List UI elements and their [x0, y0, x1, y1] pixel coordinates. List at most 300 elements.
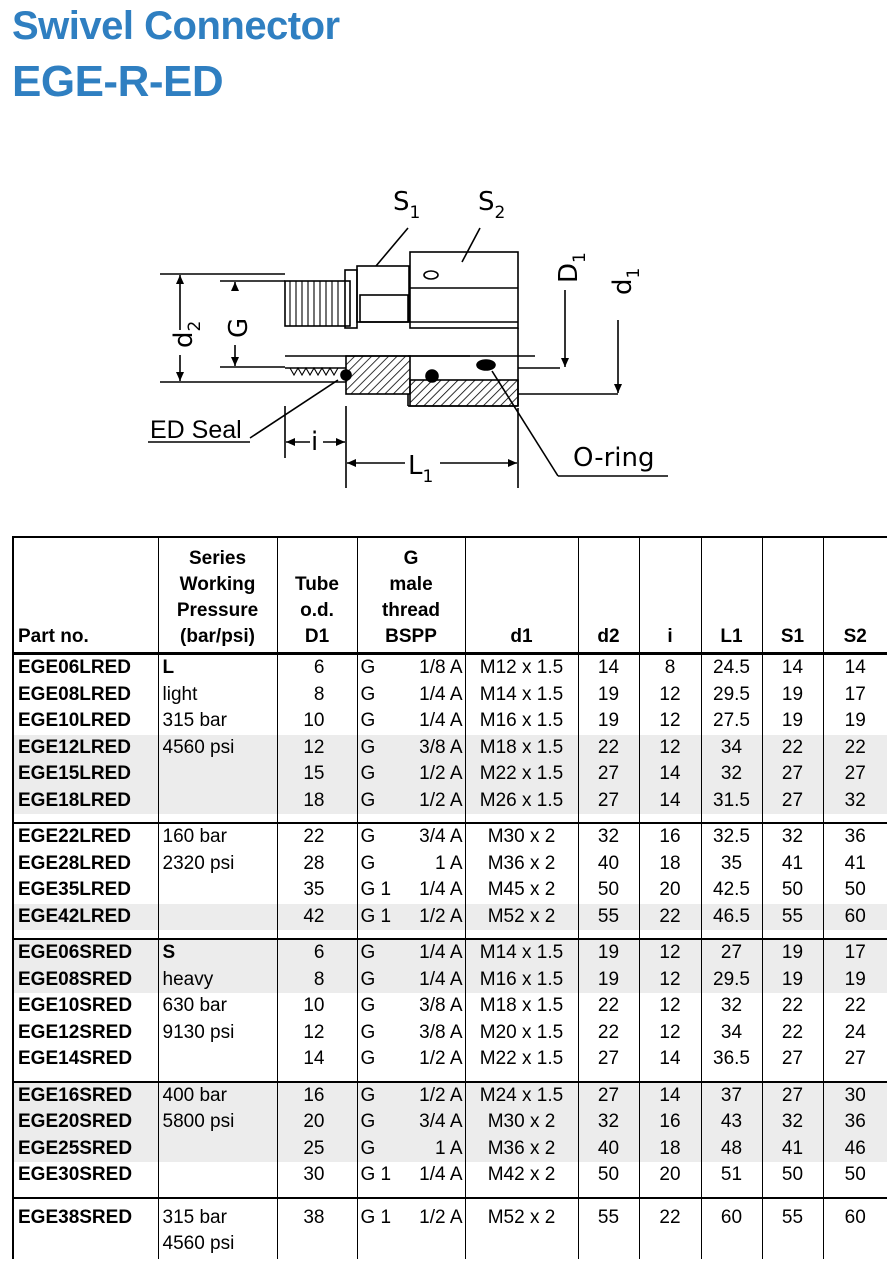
cell-tube-od: 6: [277, 939, 357, 967]
cell-S2: 60: [823, 904, 887, 931]
cell-d2: 32: [578, 823, 639, 851]
cell-tube-od: 8: [277, 682, 357, 709]
cell-i: 14: [639, 1082, 701, 1110]
cell-L1: 27: [701, 939, 762, 967]
cell-i: 20: [639, 877, 701, 904]
thread-prefix: G: [360, 710, 376, 732]
cell-d2: 22: [578, 993, 639, 1020]
cell-L1: 32: [701, 761, 762, 788]
separator-cell: [13, 814, 158, 823]
cell-d1: M24 x 1.5: [465, 1082, 578, 1110]
cell-tube-od: 20: [277, 1109, 357, 1136]
thread-size: 1/2 A: [419, 789, 463, 811]
thread-size: 1/4 A: [419, 683, 463, 705]
separator-cell: [465, 1073, 578, 1082]
thread-prefix: G: [360, 683, 376, 705]
series-text: 160 bar: [162, 826, 227, 848]
series-text: heavy: [162, 968, 214, 990]
cell-g-thread: [357, 1046, 465, 1073]
cell-d1: M36 x 2: [465, 1136, 578, 1163]
cell-S1: 19: [762, 939, 823, 967]
group-separator: [13, 814, 887, 823]
cell-series: [158, 904, 277, 931]
cell-i: 18: [639, 851, 701, 878]
cell-tube-od: 38: [277, 1198, 357, 1259]
separator-cell: [762, 814, 823, 823]
header-S2: S2: [823, 537, 887, 654]
separator-cell: [762, 930, 823, 939]
cell-S1: 19: [762, 682, 823, 709]
cell-d1: M14 x 1.5: [465, 939, 578, 967]
cell-d2: 19: [578, 682, 639, 709]
thread-prefix: G: [360, 1048, 376, 1070]
cell-tube-od: 6: [277, 654, 357, 682]
cell-series: [158, 1198, 277, 1259]
cell-g-thread: [357, 1082, 465, 1110]
cell-d1: M18 x 1.5: [465, 993, 578, 1020]
separator-cell: [823, 1189, 887, 1198]
thread-size: 3/8 A: [419, 1021, 463, 1043]
separator-cell: [13, 1073, 158, 1082]
series-text: 4560 psi: [162, 736, 235, 758]
cell-part-no: EGE42LRED: [13, 904, 158, 931]
cell-L1: 37: [701, 1082, 762, 1110]
cell-series: [158, 708, 277, 735]
cell-L1: 32.5: [701, 823, 762, 851]
cell-part-no: EGE38SRED: [13, 1198, 158, 1259]
cell-d1: M30 x 2: [465, 823, 578, 851]
cell-g-thread: [357, 1020, 465, 1047]
cell-series: [158, 761, 277, 788]
cell-g-thread: [357, 735, 465, 762]
cell-d1: M16 x 1.5: [465, 708, 578, 735]
cell-d2: 19: [578, 708, 639, 735]
cell-series: [158, 877, 277, 904]
thread-size: 1/2 A: [419, 1048, 463, 1070]
cell-i: 12: [639, 993, 701, 1020]
header-L1: L1: [701, 537, 762, 654]
separator-cell: [823, 1073, 887, 1082]
thread-prefix: G: [360, 1137, 376, 1159]
table-row: [13, 967, 887, 994]
cell-L1: 31.5: [701, 788, 762, 815]
cell-S1: 50: [762, 1162, 823, 1189]
table-row: [13, 939, 887, 967]
cell-d2: 32: [578, 1109, 639, 1136]
cell-d2: 27: [578, 1046, 639, 1073]
cell-S1: 41: [762, 851, 823, 878]
cell-d2: 22: [578, 1020, 639, 1047]
thread-size: 1/4 A: [419, 942, 463, 964]
cell-d2: 19: [578, 939, 639, 967]
cell-tube-od: 14: [277, 1046, 357, 1073]
separator-cell: [357, 1189, 465, 1198]
cell-i: 22: [639, 1198, 701, 1259]
cell-d2: 50: [578, 1162, 639, 1189]
cell-i: 14: [639, 1046, 701, 1073]
cell-g-thread: [357, 877, 465, 904]
cell-part-no: EGE12SRED: [18, 1021, 133, 1043]
cell-i: 12: [639, 939, 701, 967]
cell-part-no: EGE14SRED: [18, 1048, 133, 1070]
cell-d1: M30 x 2: [465, 1109, 578, 1136]
cell-g-thread: [357, 761, 465, 788]
cell-L1: 24.5: [701, 654, 762, 682]
separator-cell: [158, 930, 277, 939]
cell-g-thread: [357, 654, 465, 682]
cell-S1: 14: [762, 654, 823, 682]
separator-cell: [277, 1189, 357, 1198]
separator-cell: [578, 930, 639, 939]
cell-tube-od: 10: [277, 993, 357, 1020]
header-part-no: Part no.: [13, 537, 158, 654]
separator-cell: [701, 1189, 762, 1198]
separator-cell: [639, 1073, 701, 1082]
thread-prefix: G 1: [360, 1164, 392, 1186]
cell-tube-od: 10: [277, 708, 357, 735]
cell-i: 12: [639, 682, 701, 709]
header-S1: S1: [762, 537, 823, 654]
cell-L1: 29.5: [701, 967, 762, 994]
cell-i: 20: [639, 1162, 701, 1189]
cell-part-no: EGE25SRED: [13, 1136, 158, 1163]
cell-part-no: EGE12LRED: [13, 735, 158, 762]
cell-L1: 29.5: [701, 682, 762, 709]
header-tube-od: Tube o.d. D1: [277, 537, 357, 654]
thread-size: 1/2 A: [419, 905, 463, 927]
table-row: [13, 993, 887, 1020]
series-text: 5800 psi: [162, 1111, 235, 1133]
table-row: [13, 1046, 887, 1073]
group-separator: [13, 930, 887, 939]
cell-g-thread: [357, 939, 465, 967]
header-series: Series Working Pressure (bar/psi): [158, 537, 277, 654]
cell-S2: 32: [823, 788, 887, 815]
separator-cell: [823, 814, 887, 823]
label-L1: $L_1$: [408, 451, 434, 487]
table-row: [13, 1082, 887, 1110]
cell-i: 14: [639, 788, 701, 815]
separator-cell: [762, 1073, 823, 1082]
cell-tube-od: 35: [277, 877, 357, 904]
cell-S1: 19: [762, 967, 823, 994]
cell-series: [158, 735, 277, 762]
thread-prefix: G: [360, 763, 376, 785]
cell-series: [158, 939, 277, 967]
cell-d1: M16 x 1.5: [465, 967, 578, 994]
label-s1: $S_1$: [393, 187, 421, 223]
separator-cell: [465, 814, 578, 823]
cell-part-no: EGE08LRED: [18, 683, 131, 705]
cell-series: [158, 1046, 277, 1073]
separator-cell: [357, 814, 465, 823]
table-row: [13, 788, 887, 815]
thread-size: 3/8 A: [419, 736, 463, 758]
separator-cell: [701, 814, 762, 823]
cell-L1: 27.5: [701, 708, 762, 735]
thread-size: 1/4 A: [419, 968, 463, 990]
cell-d2: 27: [578, 788, 639, 815]
cell-g-thread: [357, 851, 465, 878]
cell-S2: 19: [823, 967, 887, 994]
series-text: 315 bar: [162, 710, 227, 732]
cell-S1: 27: [762, 1046, 823, 1073]
label-i: i: [311, 427, 319, 457]
cell-S2: 27: [823, 761, 887, 788]
cell-S1: 22: [762, 993, 823, 1020]
cell-tube-od: 25: [277, 1136, 357, 1163]
label-d1: $d_1$: [608, 267, 644, 295]
cell-series: [158, 823, 277, 851]
group-separator: [13, 1073, 887, 1082]
separator-cell: [762, 1189, 823, 1198]
cell-i: 12: [639, 735, 701, 762]
cell-g-thread: [357, 993, 465, 1020]
cell-S2: 50: [823, 1162, 887, 1189]
cell-d1: M52 x 2: [465, 904, 578, 931]
cell-d2: 22: [578, 735, 639, 762]
thread-size: 1/8 A: [419, 657, 463, 679]
cell-tube-od: 22: [277, 823, 357, 851]
cell-part-no: EGE16SRED: [13, 1082, 158, 1110]
table-row: [13, 735, 887, 762]
model-code: EGE-R-ED: [12, 57, 224, 106]
cell-S2: 27: [823, 1046, 887, 1073]
separator-cell: [578, 814, 639, 823]
cell-g-thread: [357, 904, 465, 931]
separator-cell: [277, 1073, 357, 1082]
cell-part-no: EGE28LRED: [18, 852, 131, 874]
cell-S2: 17: [823, 939, 887, 967]
table-row: [13, 1198, 887, 1259]
cell-d1: M14 x 1.5: [465, 682, 578, 709]
cell-i: 8: [639, 654, 701, 682]
separator-cell: [277, 930, 357, 939]
separator-cell: [701, 930, 762, 939]
table-row: [13, 682, 887, 709]
thread-size: 3/4 A: [419, 826, 463, 848]
cell-L1: 42.5: [701, 877, 762, 904]
cell-g-thread: [357, 708, 465, 735]
label-ed-seal: ED Seal: [150, 416, 242, 444]
cell-S2: 19: [823, 708, 887, 735]
cell-L1: 48: [701, 1136, 762, 1163]
thread-size: 1/2 A: [419, 1206, 463, 1228]
cell-S2: 24: [823, 1020, 887, 1047]
thread-prefix: G 1: [360, 879, 392, 901]
cell-tube-od: 30: [277, 1162, 357, 1189]
cell-d2: 40: [578, 851, 639, 878]
cell-L1: 32: [701, 993, 762, 1020]
separator-cell: [701, 1073, 762, 1082]
cell-S2: 17: [823, 682, 887, 709]
cell-S2: 41: [823, 851, 887, 878]
thread-prefix: G: [360, 942, 376, 964]
table-row: [13, 708, 887, 735]
cell-S1: 22: [762, 1020, 823, 1047]
thread-size: 1 A: [435, 852, 463, 874]
separator-cell: [277, 814, 357, 823]
dimensions-table: [12, 536, 887, 1259]
cell-d1: M22 x 1.5: [465, 761, 578, 788]
series-text: S: [162, 942, 176, 964]
cell-g-thread: [357, 788, 465, 815]
cell-d1: M36 x 2: [465, 851, 578, 878]
thread-prefix: G: [360, 1111, 376, 1133]
header-g-thread: G male thread BSPP: [357, 537, 465, 654]
cell-g-thread: [357, 823, 465, 851]
cell-i: 18: [639, 1136, 701, 1163]
table-row: [13, 877, 887, 904]
cell-S1: 32: [762, 1109, 823, 1136]
table-row: [13, 904, 887, 931]
thread-prefix: G 1: [360, 905, 392, 927]
group-separator: [13, 1189, 887, 1198]
cell-d2: 14: [578, 654, 639, 682]
cell-g-thread: [357, 682, 465, 709]
cell-S2: 22: [823, 735, 887, 762]
cell-S2: 60: [823, 1198, 887, 1259]
cell-tube-od: 42: [277, 904, 357, 931]
cell-S1: 41: [762, 1136, 823, 1163]
cell-d2: 19: [578, 967, 639, 994]
cell-tube-od: 15: [277, 761, 357, 788]
cell-series: [158, 967, 277, 994]
cell-d2: 55: [578, 1198, 639, 1259]
cell-d1: M22 x 1.5: [465, 1046, 578, 1073]
thread-size: 1/4 A: [419, 710, 463, 732]
cell-part-no: EGE22LRED: [13, 823, 158, 851]
series-text: 400 bar: [162, 1084, 227, 1106]
cell-series: [158, 1136, 277, 1163]
separator-cell: [823, 930, 887, 939]
cell-series: [158, 993, 277, 1020]
cell-L1: 35: [701, 851, 762, 878]
series-text: 315 bar: [162, 1206, 227, 1228]
cell-S1: 22: [762, 735, 823, 762]
table-row: [13, 851, 887, 878]
separator-cell: [13, 1189, 158, 1198]
header-i: i: [639, 537, 701, 654]
separator-cell: [639, 930, 701, 939]
cell-part-no: EGE20SRED: [13, 1109, 158, 1136]
cell-L1: 34: [701, 1020, 762, 1047]
table-row: [13, 1020, 887, 1047]
cell-series: [158, 1020, 277, 1047]
cell-g-thread: [357, 967, 465, 994]
thread-prefix: G: [360, 826, 376, 848]
cell-d1: M18 x 1.5: [465, 735, 578, 762]
thread-prefix: G: [360, 852, 376, 874]
separator-cell: [465, 930, 578, 939]
cell-S1: 27: [762, 761, 823, 788]
thread-size: 3/8 A: [419, 995, 463, 1017]
thread-prefix: G: [360, 789, 376, 811]
cell-S2: 46: [823, 1136, 887, 1163]
cell-part-no: EGE10SRED: [18, 995, 133, 1017]
cell-series: [158, 654, 277, 682]
cell-d1: M26 x 1.5: [465, 788, 578, 815]
label-o-ring: O-ring: [573, 443, 655, 473]
thread-size: 1/2 A: [419, 1084, 463, 1106]
cell-tube-od: 28: [277, 851, 357, 878]
cell-L1: 34: [701, 735, 762, 762]
table-row: [13, 823, 887, 851]
cell-i: 22: [639, 904, 701, 931]
thread-prefix: G: [360, 657, 376, 679]
cell-L1: 43: [701, 1109, 762, 1136]
cell-S1: 27: [762, 1082, 823, 1110]
cell-series: [158, 1109, 277, 1136]
thread-prefix: G 1: [360, 1206, 392, 1228]
thread-size: 1/4 A: [419, 1164, 463, 1186]
series-text: 630 bar: [162, 995, 227, 1017]
cell-part-no: EGE10LRED: [18, 710, 131, 732]
cell-d1: M20 x 1.5: [465, 1020, 578, 1047]
thread-size: 3/4 A: [419, 1111, 463, 1133]
cell-part-no: EGE30SRED: [18, 1164, 133, 1186]
thread-prefix: G: [360, 1021, 376, 1043]
fitting-technical-drawing: [140, 180, 680, 490]
page-title: Swivel Connector: [12, 4, 340, 48]
cell-part-no: EGE15LRED: [13, 761, 158, 788]
cell-S2: 14: [823, 654, 887, 682]
cell-part-no: EGE08SRED: [13, 967, 158, 994]
separator-cell: [578, 1073, 639, 1082]
cell-part-no: EGE35LRED: [18, 879, 131, 901]
cell-S1: 55: [762, 1198, 823, 1259]
cell-part-no: EGE18LRED: [13, 788, 158, 815]
cell-d2: 27: [578, 761, 639, 788]
cell-d1: M52 x 2: [465, 1198, 578, 1259]
cell-series: [158, 851, 277, 878]
cell-S1: 27: [762, 788, 823, 815]
thread-prefix: G: [360, 1084, 376, 1106]
separator-cell: [357, 930, 465, 939]
separator-cell: [13, 930, 158, 939]
table-row: [13, 654, 887, 682]
separator-cell: [465, 1189, 578, 1198]
cell-d2: 27: [578, 1082, 639, 1110]
table-row: [13, 761, 887, 788]
series-text: 2320 psi: [162, 852, 235, 874]
cell-series: [158, 788, 277, 815]
cell-L1: 60: [701, 1198, 762, 1259]
separator-cell: [357, 1073, 465, 1082]
cell-d2: 40: [578, 1136, 639, 1163]
cell-S2: 36: [823, 1109, 887, 1136]
cell-d1: M12 x 1.5: [465, 654, 578, 682]
separator-cell: [639, 814, 701, 823]
cell-d1: M45 x 2: [465, 877, 578, 904]
separator-cell: [639, 1189, 701, 1198]
label-D1: $D_1$: [554, 252, 590, 283]
series-text: 9130 psi: [162, 1021, 235, 1043]
cell-part-no: EGE06LRED: [18, 657, 131, 679]
cell-S1: 32: [762, 823, 823, 851]
cell-d2: 50: [578, 877, 639, 904]
thread-prefix: G: [360, 736, 376, 758]
label-s2: $S_2$: [478, 187, 506, 223]
cell-S1: 50: [762, 877, 823, 904]
cell-tube-od: 8: [277, 967, 357, 994]
cell-S1: 55: [762, 904, 823, 931]
cell-g-thread: [357, 1162, 465, 1189]
label-G: G: [224, 317, 254, 338]
cell-S2: 36: [823, 823, 887, 851]
cell-d2: 55: [578, 904, 639, 931]
cell-i: 12: [639, 967, 701, 994]
